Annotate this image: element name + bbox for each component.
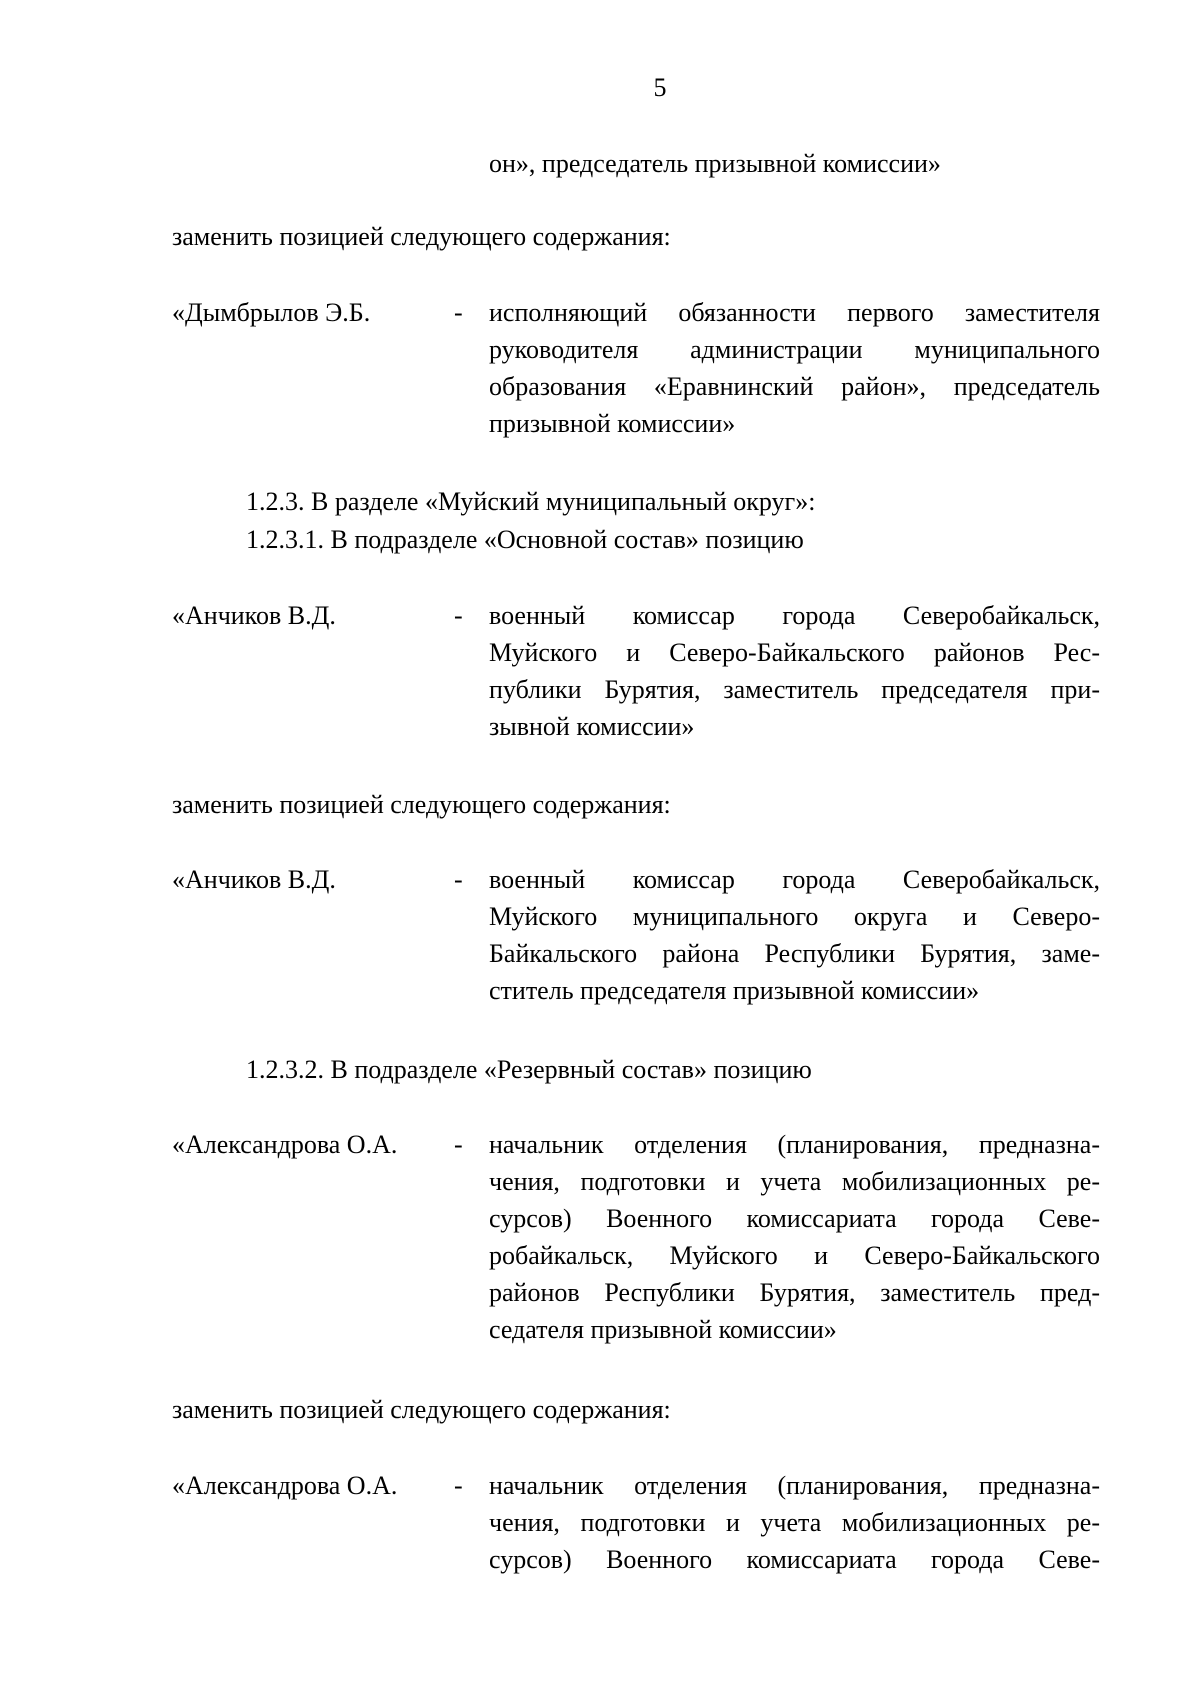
entry-description-line: начальник отделения (планирования, предназна- <box>489 1471 1100 1500</box>
entry-name: «Дымбрылов Э.Б. <box>172 298 371 327</box>
entry-description-line: образования «Еравнинский район», председатель <box>489 372 1100 401</box>
entry-description-line: сурсов) Военного комиссариата города Севе- <box>489 1204 1100 1233</box>
entry-dash: - <box>454 865 463 894</box>
entry-description-line: чения, подготовки и учета мобилизационных ре- <box>489 1508 1100 1537</box>
entry-description-line: седателя призывной комиссии» <box>489 1315 837 1344</box>
entry-name: «Александрова О.А. <box>172 1130 398 1159</box>
section-heading-1-2-3: 1.2.3. В разделе «Муйский муниципальный округ»: <box>246 487 816 516</box>
page-number: 5 <box>653 73 667 102</box>
entry-description-line: сурсов) Военного комиссариата города Севе- <box>489 1545 1100 1574</box>
entry-description <box>489 1467 1100 1578</box>
entry-dash: - <box>454 601 463 630</box>
entry-name: «Александрова О.А. <box>172 1471 398 1500</box>
entry-dash: - <box>454 1471 463 1500</box>
entry-description-line: призывной комиссии» <box>489 409 736 438</box>
section-heading-1-2-3-2: 1.2.3.2. В подразделе «Резервный состав» позицию <box>246 1055 812 1084</box>
replace-phrase-2: заменить позицией следующего содержания: <box>172 790 671 819</box>
entry-description <box>489 294 1100 442</box>
replace-phrase-1: заменить позицией следующего содержания: <box>172 222 671 251</box>
entry-name: «Анчиков В.Д. <box>172 601 336 630</box>
entry-description-line: ститель председателя призывной комиссии» <box>489 976 980 1005</box>
entry-description-line: руководителя администрации муниципального <box>489 335 1100 364</box>
entry-name: «Анчиков В.Д. <box>172 865 336 894</box>
entry-description-line: исполняющий обязанности первого заместителя <box>489 298 1100 327</box>
entry-description-line: военный комиссар города Северобайкальск, <box>489 865 1100 894</box>
entry-description-line: военный комиссар города Северобайкальск, <box>489 601 1100 630</box>
section-heading-1-2-3-1: 1.2.3.1. В подразделе «Основной состав» позицию <box>246 525 804 554</box>
entry-description <box>489 597 1100 745</box>
entry-description-line: районов Республики Бурятия, заместитель пред- <box>489 1278 1100 1307</box>
continuation-line: он», председатель призывной комиссии» <box>489 149 941 178</box>
entry-dash: - <box>454 1130 463 1159</box>
entry-dash: - <box>454 298 463 327</box>
entry-description-line: начальник отделения (планирования, предназна- <box>489 1130 1100 1159</box>
entry-description-line: Байкальского района Республики Бурятия, заме- <box>489 939 1100 968</box>
entry-description-line: Муйского и Северо-Байкальского районов Рес- <box>489 638 1100 667</box>
entry-description-line: зывной комиссии» <box>489 712 695 741</box>
entry-description-line: чения, подготовки и учета мобилизационных ре- <box>489 1167 1100 1196</box>
entry-description-line: робайкальск, Муйского и Северо-Байкальского <box>489 1241 1100 1270</box>
replace-phrase-3: заменить позицией следующего содержания: <box>172 1395 671 1424</box>
entry-description-line: публики Бурятия, заместитель председателя при- <box>489 675 1100 704</box>
entry-description <box>489 861 1100 1009</box>
entry-description-line: Муйского муниципального округа и Северо- <box>489 902 1100 931</box>
entry-description <box>489 1126 1100 1348</box>
